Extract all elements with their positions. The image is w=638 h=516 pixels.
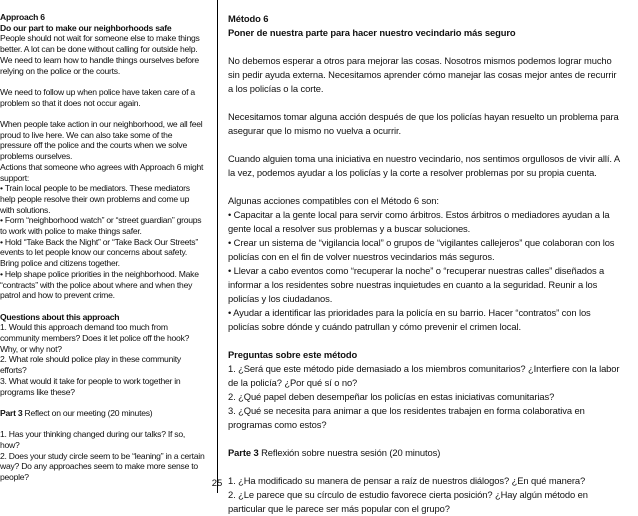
part3-heading <box>228 446 623 460</box>
actions-list <box>0 183 205 301</box>
paragraph-3: When people take action in our neighborhood, we all feel proud to live here. We can also take some of the pressure off the police and the courts when we solve problems ourselves. <box>0 119 203 162</box>
action-item: • Train local people to be mediators. These mediators help people resolve their own problems and come up with solutions. <box>0 183 190 215</box>
questions-list <box>0 322 205 397</box>
action-item: • Llevar a cabo eventos como “recuperar la noche” o “recuperar nuestras calles” diseñados a informar a los residentes sobre nuestras inquietudes en cuanto a la seguridad. Reunir a los policías y los ciudadanos. <box>228 265 605 304</box>
action-item: • Crear un sistema de “vigilancia local” o grupos de “vigilantes callejeros” que colaboran con los policías con en el fin de volver nuestros vecindarios más seguros. <box>228 237 615 262</box>
part3-text: Reflexión sobre nuestra sesión (20 minutos) <box>261 447 441 458</box>
reflect-item: 1. Has your thinking changed during our talks? If so, how? <box>0 429 185 451</box>
action-item: • Capacitar a la gente local para servir como árbitros. Estos árbitros o mediadores ayudan a la gente local a resolver sus problemas y a buscar soluciones. <box>228 209 610 234</box>
part3-heading <box>0 408 205 419</box>
question-item: 1. ¿Será que este método pide demasiado a los miembros comunitarios? ¿Interfiere con la labor de la policía? ¿Por qué sí o no? <box>228 363 620 388</box>
part3-label: Parte 3 <box>228 447 259 458</box>
approach-subtitle: Do our part to make our neighborhoods safe <box>0 22 172 33</box>
actions-intro: Algunas acciones compatibles con el Método 6 son: <box>228 195 439 206</box>
question-item: 2. ¿Qué papel deben desempeñar los policías en estas iniciativas comunitarias? <box>228 391 555 402</box>
questions-title: Questions about this approach <box>0 311 120 322</box>
part3-label: Part 3 <box>0 407 23 418</box>
method-subtitle: Poner de nuestra parte para hacer nuestro vecindario más seguro <box>228 27 516 38</box>
question-item: 1. Would this approach demand too much from community members? Does it let police off the hook? Why, or why not? <box>0 322 190 354</box>
part3-text: Reflect on our meeting (20 minutes) <box>24 407 153 418</box>
reflect-item: 2. Does your study circle seem to be “leaning” in a certain way? Do any approaches seem to make more sense to people? <box>0 450 205 483</box>
reflect-list <box>0 429 205 483</box>
questions-title: Preguntas sobre este método <box>228 349 358 360</box>
column-divider <box>217 0 218 493</box>
paragraph-1: People should not wait for someone else to make things better. A lot can be done without calling for outside help. We need to learn how to handle things ourselves before relying on the police or the courts. <box>0 33 200 76</box>
actions-intro: Actions that someone who agrees with Approach 6 might support: <box>0 161 204 183</box>
question-item: 2. What role should police play in these community efforts? <box>0 354 181 376</box>
page-number: 25 <box>211 478 223 489</box>
english-column <box>0 12 205 483</box>
questions-list <box>228 362 623 432</box>
paragraph-1: No debemos esperar a otros para mejorar las cosas. Nosotros mismos podemos lograr mucho sin pedir ayuda externa. Necesitamos aprender cómo manejar las cosas mejor antes de recurrir a los policías o la corte. <box>228 55 617 94</box>
approach-title: Approach 6 <box>0 12 45 22</box>
question-item: 3. ¿Qué se necesita para animar a que los residentes trabajen en forma colaborativa en programas como estos? <box>228 405 585 430</box>
action-item: • Form “neighborhood watch” or “street guardian” groups to work with police to make things safer. <box>0 215 202 237</box>
action-item: • Hold “Take Back the Night” or “Take Back Our Streets” events to let people know our concerns about safety. Bring police and citizens together. <box>0 236 198 269</box>
paragraph-2: We need to follow up when police have taken care of a problem so that it does not occur again. <box>0 86 195 108</box>
reflect-item: 1. ¿Ha modificado su manera de pensar a raíz de nuestros diálogos? ¿En qué manera? <box>228 475 586 486</box>
question-item: 3. What would it take for people to work together in programs like these? <box>0 375 181 397</box>
actions-list <box>228 208 623 334</box>
action-item: • Help shape police priorities in the neighborhood. Make “contracts” with the police about where and when they patrol and how to prevent crime. <box>0 268 199 301</box>
spanish-column <box>228 12 623 516</box>
reflect-item: 2. ¿Le parece que su círculo de estudio favorece cierta posición? ¿Hay algún método en particular que le parece ser más popular con el grupo? <box>228 489 588 514</box>
method-title: Método 6 <box>228 13 269 24</box>
paragraph-3: Cuando alguien toma una iniciativa en nuestro vecindario, nos sentimos orgullosos de vivir allí. A la vez, podemos ayudar a los policías y la corte a resolver problemas por su propia cuenta. <box>228 153 620 178</box>
reflect-list <box>228 474 623 516</box>
action-item: • Ayudar a identificar las prioridades para la policía en su barrio. Hacer “contratos” con los policías sobre dónde y cuándo patrullan y cómo prevenir el crimen local. <box>228 307 591 332</box>
paragraph-2: Necesitamos tomar alguna acción después de que los policías hayan resuelto un problema para asegurar que lo mismo no vuelva a ocurrir. <box>228 111 619 136</box>
